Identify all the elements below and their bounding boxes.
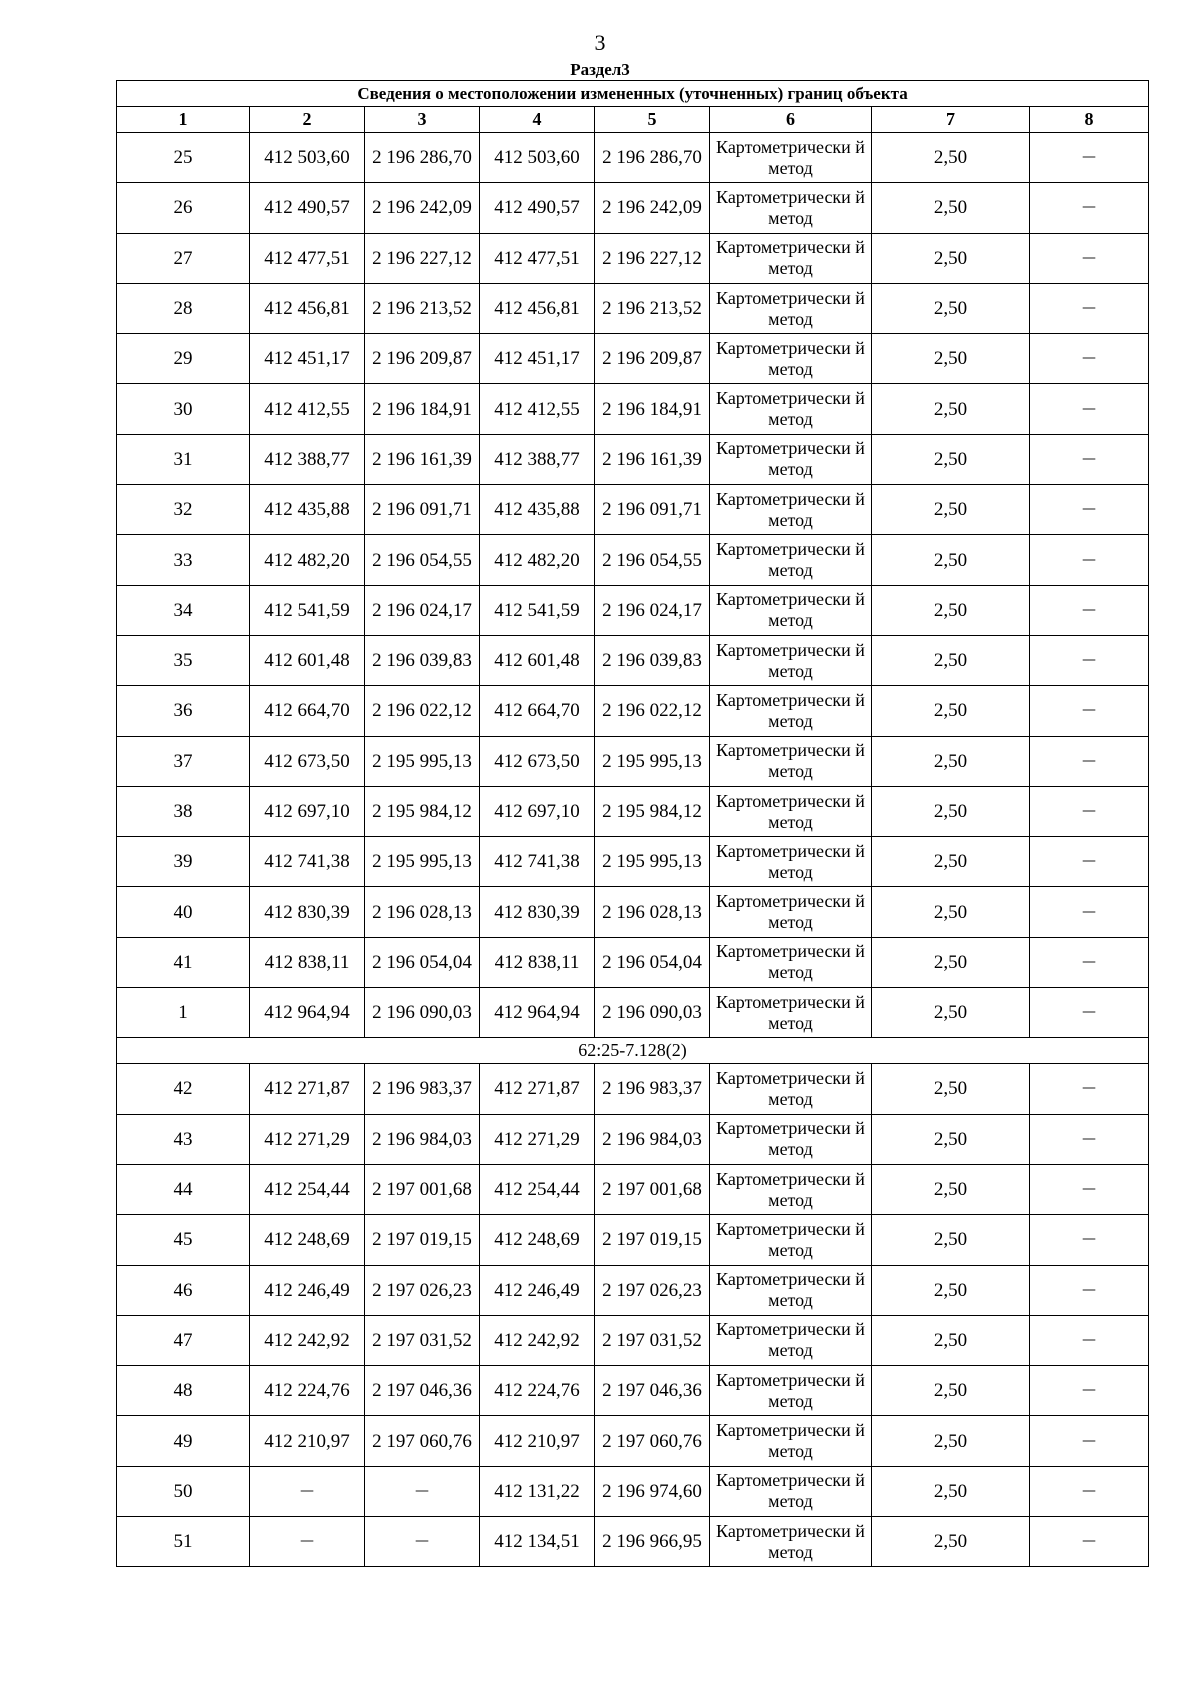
y-new-cell: 2 197 060,76 [595, 1416, 710, 1466]
accuracy-cell: 2,50 [872, 283, 1030, 333]
x-old-cell: 412 964,94 [250, 988, 365, 1038]
x-old-cell: 412 254,44 [250, 1164, 365, 1214]
description-cell: — [1030, 837, 1149, 887]
y-old-cell: 2 195 984,12 [365, 786, 480, 836]
y-old-cell: 2 197 001,68 [365, 1164, 480, 1214]
table-row [117, 183, 1149, 233]
accuracy-cell: 2,50 [872, 585, 1030, 635]
table-row [117, 1215, 1149, 1265]
description-cell: — [1030, 1265, 1149, 1315]
y-old-cell: 2 197 031,52 [365, 1315, 480, 1365]
y-old-cell: — [365, 1517, 480, 1567]
x-new-cell: 412 541,59 [480, 585, 595, 635]
column-header: 2 [250, 107, 365, 133]
column-header: 3 [365, 107, 480, 133]
point-number-cell: 38 [117, 786, 250, 836]
y-old-cell: 2 197 060,76 [365, 1416, 480, 1466]
page-number: 3 [594, 30, 606, 55]
description-cell: — [1030, 1064, 1149, 1114]
y-new-cell: 2 196 090,03 [595, 988, 710, 1038]
description-cell: — [1030, 283, 1149, 333]
accuracy-cell: 2,50 [872, 334, 1030, 384]
table-row [117, 283, 1149, 333]
description-cell: — [1030, 183, 1149, 233]
y-new-cell: 2 197 031,52 [595, 1315, 710, 1365]
y-old-cell: 2 196 028,13 [365, 887, 480, 937]
point-number-cell: 48 [117, 1366, 250, 1416]
description-cell: — [1030, 1315, 1149, 1365]
x-old-cell: 412 271,29 [250, 1114, 365, 1164]
description-cell: — [1030, 384, 1149, 434]
y-old-cell: — [365, 1466, 480, 1516]
y-new-cell: 2 196 974,60 [595, 1466, 710, 1516]
method-cell: Картометрически й метод [710, 334, 872, 384]
method-cell: Картометрически й метод [710, 786, 872, 836]
method-cell: Картометрически й метод [710, 635, 872, 685]
table-row [117, 686, 1149, 736]
table-row [117, 1265, 1149, 1315]
accuracy-cell: 2,50 [872, 1517, 1030, 1567]
description-cell: — [1030, 786, 1149, 836]
description-cell: — [1030, 988, 1149, 1038]
x-old-cell: — [250, 1466, 365, 1516]
table-row [117, 837, 1149, 887]
x-old-cell: — [250, 1517, 365, 1567]
method-cell: Картометрически й метод [710, 1164, 872, 1214]
y-old-cell: 2 196 054,04 [365, 937, 480, 987]
y-old-cell: 2 196 227,12 [365, 233, 480, 283]
accuracy-cell: 2,50 [872, 1114, 1030, 1164]
column-header: 4 [480, 107, 595, 133]
point-number-cell: 49 [117, 1416, 250, 1466]
y-old-cell: 2 196 024,17 [365, 585, 480, 635]
y-old-cell: 2 196 054,55 [365, 535, 480, 585]
method-cell: Картометрически й метод [710, 1315, 872, 1365]
y-new-cell: 2 197 019,15 [595, 1215, 710, 1265]
x-new-cell: 412 601,48 [480, 635, 595, 685]
accuracy-cell: 2,50 [872, 1466, 1030, 1516]
method-cell: Картометрически й метод [710, 1416, 872, 1466]
method-cell: Картометрически й метод [710, 485, 872, 535]
x-old-cell: 412 477,51 [250, 233, 365, 283]
x-old-cell: 412 271,87 [250, 1064, 365, 1114]
method-cell: Картометрически й метод [710, 233, 872, 283]
x-new-cell: 412 242,92 [480, 1315, 595, 1365]
point-number-cell: 29 [117, 334, 250, 384]
y-old-cell: 2 196 022,12 [365, 686, 480, 736]
y-new-cell: 2 196 054,55 [595, 535, 710, 585]
y-old-cell: 2 196 184,91 [365, 384, 480, 434]
description-cell: — [1030, 686, 1149, 736]
point-number-cell: 41 [117, 937, 250, 987]
point-number-cell: 34 [117, 585, 250, 635]
x-old-cell: 412 210,97 [250, 1416, 365, 1466]
x-new-cell: 412 838,11 [480, 937, 595, 987]
y-new-cell: 2 196 983,37 [595, 1064, 710, 1114]
accuracy-cell: 2,50 [872, 837, 1030, 887]
y-old-cell: 2 197 019,15 [365, 1215, 480, 1265]
accuracy-cell: 2,50 [872, 133, 1030, 183]
accuracy-cell: 2,50 [872, 887, 1030, 937]
method-cell: Картометрически й метод [710, 585, 872, 635]
y-new-cell: 2 196 028,13 [595, 887, 710, 937]
x-old-cell: 412 482,20 [250, 535, 365, 585]
point-number-cell: 47 [117, 1315, 250, 1365]
y-old-cell: 2 196 286,70 [365, 133, 480, 183]
column-header: 8 [1030, 107, 1149, 133]
table-row [117, 635, 1149, 685]
table-row [117, 1366, 1149, 1416]
accuracy-cell: 2,50 [872, 635, 1030, 685]
table-row [117, 937, 1149, 987]
method-cell: Картометрически й метод [710, 1366, 872, 1416]
table-row [117, 233, 1149, 283]
method-cell: Картометрически й метод [710, 133, 872, 183]
x-new-cell: 412 697,10 [480, 786, 595, 836]
table-row [117, 434, 1149, 484]
accuracy-cell: 2,50 [872, 988, 1030, 1038]
accuracy-cell: 2,50 [872, 786, 1030, 836]
accuracy-cell: 2,50 [872, 434, 1030, 484]
point-number-cell: 46 [117, 1265, 250, 1315]
table-row [117, 133, 1149, 183]
y-new-cell: 2 196 966,95 [595, 1517, 710, 1567]
table-row [117, 988, 1149, 1038]
y-new-cell: 2 196 039,83 [595, 635, 710, 685]
table-row [117, 1114, 1149, 1164]
x-old-cell: 412 248,69 [250, 1215, 365, 1265]
accuracy-cell: 2,50 [872, 1315, 1030, 1365]
x-new-cell: 412 131,22 [480, 1466, 595, 1516]
x-old-cell: 412 601,48 [250, 635, 365, 685]
x-old-cell: 412 412,55 [250, 384, 365, 434]
y-new-cell: 2 196 213,52 [595, 283, 710, 333]
point-number-cell: 32 [117, 485, 250, 535]
x-old-cell: 412 456,81 [250, 283, 365, 333]
point-number-cell: 1 [117, 988, 250, 1038]
description-cell: — [1030, 485, 1149, 535]
table-row [117, 1466, 1149, 1516]
y-new-cell: 2 196 024,17 [595, 585, 710, 635]
x-new-cell: 412 224,76 [480, 1366, 595, 1416]
x-old-cell: 412 503,60 [250, 133, 365, 183]
y-new-cell: 2 196 022,12 [595, 686, 710, 736]
x-old-cell: 412 664,70 [250, 686, 365, 736]
y-new-cell: 2 196 184,91 [595, 384, 710, 434]
y-old-cell: 2 196 039,83 [365, 635, 480, 685]
description-cell: — [1030, 635, 1149, 685]
description-cell: — [1030, 233, 1149, 283]
x-new-cell: 412 664,70 [480, 686, 595, 736]
x-new-cell: 412 254,44 [480, 1164, 595, 1214]
group-label-row [117, 1038, 1149, 1064]
description-cell: — [1030, 1114, 1149, 1164]
description-cell: — [1030, 937, 1149, 987]
accuracy-cell: 2,50 [872, 1366, 1030, 1416]
y-new-cell: 2 196 161,39 [595, 434, 710, 484]
table-row [117, 887, 1149, 937]
x-old-cell: 412 246,49 [250, 1265, 365, 1315]
x-old-cell: 412 451,17 [250, 334, 365, 384]
x-new-cell: 412 482,20 [480, 535, 595, 585]
y-new-cell: 2 196 054,04 [595, 937, 710, 987]
point-number-cell: 43 [117, 1114, 250, 1164]
y-new-cell: 2 196 091,71 [595, 485, 710, 535]
method-cell: Картометрически й метод [710, 1064, 872, 1114]
x-new-cell: 412 830,39 [480, 887, 595, 937]
y-old-cell: 2 196 213,52 [365, 283, 480, 333]
y-old-cell: 2 197 026,23 [365, 1265, 480, 1315]
point-number-cell: 27 [117, 233, 250, 283]
x-new-cell: 412 456,81 [480, 283, 595, 333]
y-old-cell: 2 196 242,09 [365, 183, 480, 233]
point-number-cell: 33 [117, 535, 250, 585]
accuracy-cell: 2,50 [872, 1265, 1030, 1315]
contour-label: 62:25-7.128(2) [117, 1038, 1149, 1064]
point-number-cell: 25 [117, 133, 250, 183]
column-number-row [117, 107, 1149, 133]
column-header: 7 [872, 107, 1030, 133]
y-new-cell: 2 196 209,87 [595, 334, 710, 384]
x-new-cell: 412 503,60 [480, 133, 595, 183]
y-new-cell: 2 196 227,12 [595, 233, 710, 283]
x-old-cell: 412 388,77 [250, 434, 365, 484]
column-header: 5 [595, 107, 710, 133]
table-row [117, 1315, 1149, 1365]
y-new-cell: 2 197 046,36 [595, 1366, 710, 1416]
point-number-cell: 36 [117, 686, 250, 736]
y-new-cell: 2 195 984,12 [595, 786, 710, 836]
x-new-cell: 412 248,69 [480, 1215, 595, 1265]
column-header: 1 [117, 107, 250, 133]
table-row [117, 736, 1149, 786]
accuracy-cell: 2,50 [872, 535, 1030, 585]
table-body [117, 133, 1149, 1567]
table-row [117, 535, 1149, 585]
point-number-cell: 51 [117, 1517, 250, 1567]
accuracy-cell: 2,50 [872, 1215, 1030, 1265]
method-cell: Картометрически й метод [710, 535, 872, 585]
x-new-cell: 412 271,87 [480, 1064, 595, 1114]
x-new-cell: 412 435,88 [480, 485, 595, 535]
table-row [117, 485, 1149, 535]
y-new-cell: 2 196 984,03 [595, 1114, 710, 1164]
table-row [117, 1064, 1149, 1114]
description-cell: — [1030, 1215, 1149, 1265]
description-cell: — [1030, 1466, 1149, 1516]
x-new-cell: 412 741,38 [480, 837, 595, 887]
x-old-cell: 412 490,57 [250, 183, 365, 233]
accuracy-cell: 2,50 [872, 1164, 1030, 1214]
description-cell: — [1030, 1366, 1149, 1416]
description-cell: — [1030, 1164, 1149, 1214]
description-cell: — [1030, 585, 1149, 635]
method-cell: Картометрически й метод [710, 1265, 872, 1315]
table-row [117, 1416, 1149, 1466]
point-number-cell: 37 [117, 736, 250, 786]
description-cell: — [1030, 334, 1149, 384]
y-old-cell: 2 195 995,13 [365, 736, 480, 786]
description-cell: — [1030, 434, 1149, 484]
accuracy-cell: 2,50 [872, 485, 1030, 535]
point-number-cell: 35 [117, 635, 250, 685]
point-number-cell: 31 [117, 434, 250, 484]
boundary-coordinates-table [116, 80, 1149, 1567]
y-new-cell: 2 195 995,13 [595, 837, 710, 887]
x-new-cell: 412 673,50 [480, 736, 595, 786]
table-row [117, 786, 1149, 836]
x-old-cell: 412 830,39 [250, 887, 365, 937]
method-cell: Картометрически й метод [710, 1114, 872, 1164]
accuracy-cell: 2,50 [872, 937, 1030, 987]
method-cell: Картометрически й метод [710, 1466, 872, 1516]
description-cell: — [1030, 535, 1149, 585]
method-cell: Картометрически й метод [710, 686, 872, 736]
point-number-cell: 30 [117, 384, 250, 434]
x-new-cell: 412 246,49 [480, 1265, 595, 1315]
description-cell: — [1030, 1416, 1149, 1466]
table-row [117, 585, 1149, 635]
y-new-cell: 2 196 242,09 [595, 183, 710, 233]
accuracy-cell: 2,50 [872, 686, 1030, 736]
method-cell: Картометрически й метод [710, 837, 872, 887]
x-old-cell: 412 673,50 [250, 736, 365, 786]
x-old-cell: 412 435,88 [250, 485, 365, 535]
method-cell: Картометрически й метод [710, 937, 872, 987]
y-old-cell: 2 196 209,87 [365, 334, 480, 384]
description-cell: — [1030, 887, 1149, 937]
y-old-cell: 2 196 090,03 [365, 988, 480, 1038]
x-new-cell: 412 271,29 [480, 1114, 595, 1164]
point-number-cell: 44 [117, 1164, 250, 1214]
point-number-cell: 39 [117, 837, 250, 887]
table-row [117, 1517, 1149, 1567]
y-old-cell: 2 196 091,71 [365, 485, 480, 535]
accuracy-cell: 2,50 [872, 384, 1030, 434]
x-old-cell: 412 697,10 [250, 786, 365, 836]
accuracy-cell: 2,50 [872, 736, 1030, 786]
x-new-cell: 412 451,17 [480, 334, 595, 384]
x-old-cell: 412 838,11 [250, 937, 365, 987]
x-old-cell: 412 224,76 [250, 1366, 365, 1416]
method-cell: Картометрически й метод [710, 736, 872, 786]
description-cell: — [1030, 133, 1149, 183]
point-number-cell: 42 [117, 1064, 250, 1114]
x-new-cell: 412 134,51 [480, 1517, 595, 1567]
x-new-cell: 412 412,55 [480, 384, 595, 434]
point-number-cell: 40 [117, 887, 250, 937]
point-number-cell: 45 [117, 1215, 250, 1265]
y-old-cell: 2 196 983,37 [365, 1064, 480, 1114]
table-row [117, 384, 1149, 434]
x-old-cell: 412 242,92 [250, 1315, 365, 1365]
y-new-cell: 2 197 001,68 [595, 1164, 710, 1214]
method-cell: Картометрически й метод [710, 887, 872, 937]
y-old-cell: 2 195 995,13 [365, 837, 480, 887]
accuracy-cell: 2,50 [872, 1416, 1030, 1466]
x-old-cell: 412 741,38 [250, 837, 365, 887]
point-number-cell: 50 [117, 1466, 250, 1516]
accuracy-cell: 2,50 [872, 183, 1030, 233]
accuracy-cell: 2,50 [872, 233, 1030, 283]
method-cell: Картометрически й метод [710, 384, 872, 434]
x-new-cell: 412 388,77 [480, 434, 595, 484]
y-new-cell: 2 196 286,70 [595, 133, 710, 183]
table-caption: Сведения о местоположении измененных (уточненных) границ объекта [117, 81, 1149, 107]
x-new-cell: 412 490,57 [480, 183, 595, 233]
point-number-cell: 26 [117, 183, 250, 233]
method-cell: Картометрически й метод [710, 1517, 872, 1567]
section-title: Раздел3 [570, 60, 630, 79]
y-old-cell: 2 196 984,03 [365, 1114, 480, 1164]
method-cell: Картометрически й метод [710, 183, 872, 233]
method-cell: Картометрически й метод [710, 1215, 872, 1265]
y-new-cell: 2 197 026,23 [595, 1265, 710, 1315]
description-cell: — [1030, 1517, 1149, 1567]
column-header: 6 [710, 107, 872, 133]
y-old-cell: 2 197 046,36 [365, 1366, 480, 1416]
x-new-cell: 412 210,97 [480, 1416, 595, 1466]
x-old-cell: 412 541,59 [250, 585, 365, 635]
table-row [117, 334, 1149, 384]
method-cell: Картометрически й метод [710, 988, 872, 1038]
accuracy-cell: 2,50 [872, 1064, 1030, 1114]
method-cell: Картометрически й метод [710, 434, 872, 484]
y-new-cell: 2 195 995,13 [595, 736, 710, 786]
point-number-cell: 28 [117, 283, 250, 333]
table-row [117, 1164, 1149, 1214]
description-cell: — [1030, 736, 1149, 786]
method-cell: Картометрически й метод [710, 283, 872, 333]
x-new-cell: 412 477,51 [480, 233, 595, 283]
x-new-cell: 412 964,94 [480, 988, 595, 1038]
y-old-cell: 2 196 161,39 [365, 434, 480, 484]
